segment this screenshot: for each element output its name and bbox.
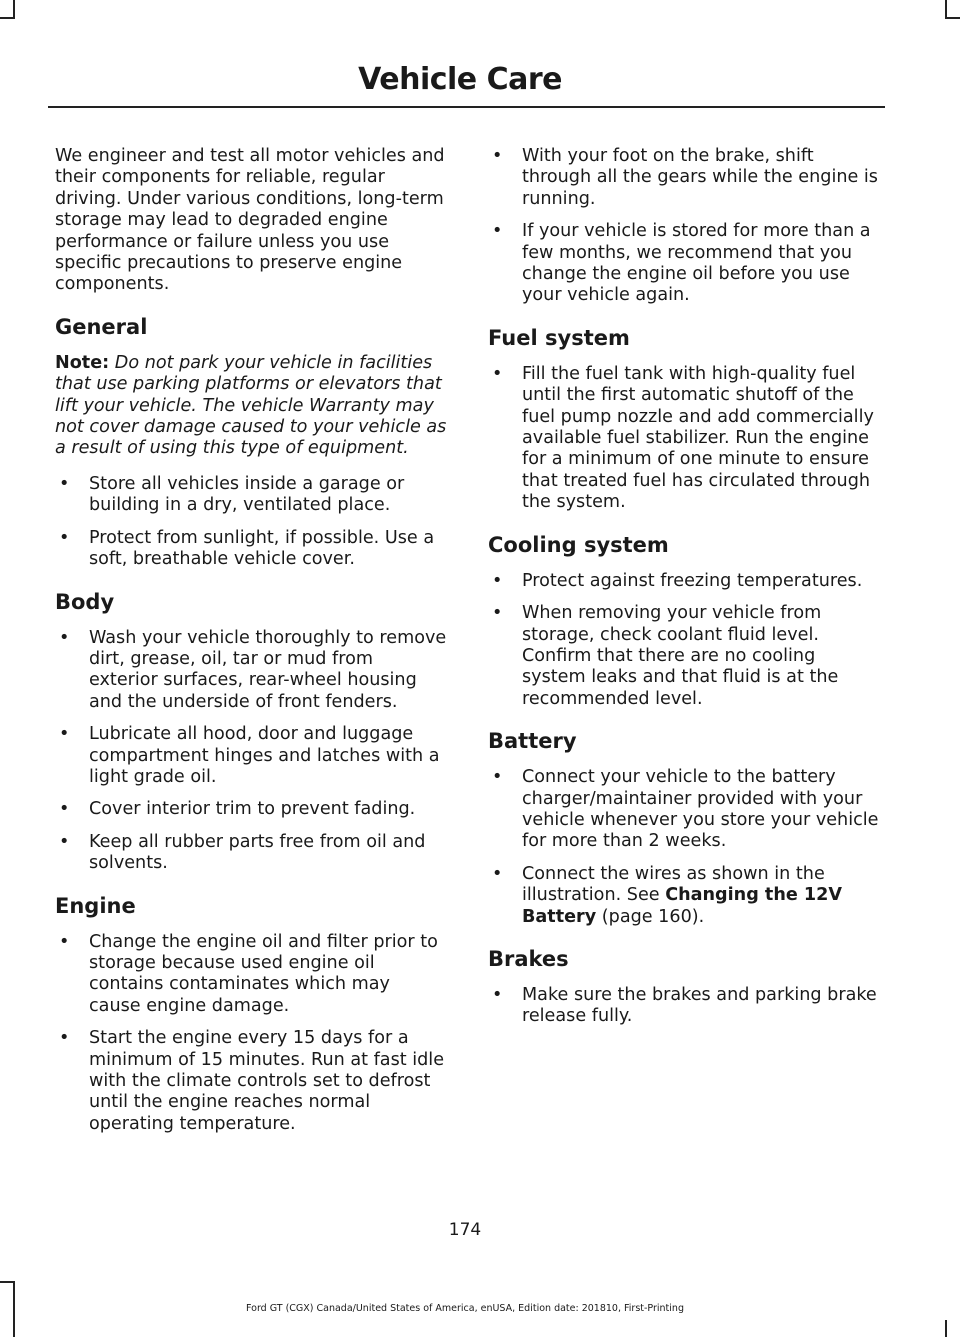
page-reference: (page 160). (601, 906, 705, 927)
crop-mark (0, 1281, 15, 1283)
list-item: • When removing your vehicle from storage, check coolant fluid level. Confirm that there are no cooling system leaks and that fluid is at the recommended level. (488, 603, 880, 710)
cooling-list (488, 571, 880, 710)
general-list (55, 474, 447, 571)
footer-text: Ford GT (CGX) Canada/United States of America, enUSA, Edition date: 201810, First-Printing (246, 1303, 684, 1314)
section-heading-brakes: Brakes (488, 946, 569, 971)
section-heading-general: General (55, 314, 148, 339)
brakes-list (488, 985, 880, 1028)
list-item: • Connect your vehicle to the battery charger/maintainer provided with your vehicle whenever you store your vehicle for more than 2 weeks. (488, 767, 880, 853)
page-title: Vehicle Care (358, 62, 562, 97)
section-heading-fuel-system: Fuel system (488, 325, 630, 350)
list-item: • Store all vehicles inside a garage or building in a dry, ventilated place. (55, 474, 447, 517)
note-label: Note: (55, 352, 110, 373)
list-item: • Wash your vehicle thoroughly to remove dirt, grease, oil, tar or mud from exterior surfaces, rear-wheel housing and the underside of front fenders. (55, 628, 447, 714)
fuel-list (488, 364, 880, 514)
section-heading-battery: Battery (488, 729, 577, 754)
list-item: • Lubricate all hood, door and luggage compartment hinges and latches with a light grade oil. (55, 724, 447, 788)
crop-mark (945, 17, 960, 19)
list-item: • Change the engine oil and filter prior to storage because used engine oil contains contaminates which may cause engine damage. (55, 932, 447, 1018)
header-divider (48, 106, 885, 108)
crop-mark (945, 0, 947, 18)
crop-mark (945, 1320, 947, 1337)
battery-list (488, 767, 880, 928)
list-item: • If your vehicle is stored for more than a few months, we recommend that you change the engine oil before you use your vehicle again. (488, 221, 880, 307)
right-column (488, 146, 880, 1046)
engine-list-part1 (55, 932, 447, 1136)
intro-paragraph: We engineer and test all motor vehicles and their components for reliable, regular driving. Under various conditions, long-term storage may lead to degraded engine performance or failure unless you use specific precautions to preserve engine components. (55, 146, 445, 295)
list-item: • Keep all rubber parts free from oil and solvents. (55, 832, 447, 875)
list-item: • Protect from sunlight, if possible. Use a soft, breathable vehicle cover. (55, 528, 447, 571)
section-heading-body: Body (55, 589, 115, 614)
list-item: • Start the engine every 15 days for a minimum of 15 minutes. Run at fast idle with the climate controls set to defrost until the engine reaches normal operating temperature. (55, 1028, 447, 1135)
crop-mark (0, 17, 15, 19)
list-item: • Cover interior trim to prevent fading. (55, 799, 447, 820)
section-heading-cooling-system: Cooling system (488, 532, 669, 557)
note-text: Do not park your vehicle in facilities that use parking platforms or elevators that lift your vehicle. The vehicle Warranty may not cover damage caused to your vehicle as a result of using this type of equipment. (55, 352, 447, 459)
page-number: 174 (448, 1220, 482, 1240)
list-item: • Protect against freezing temperatures. (488, 571, 880, 592)
engine-list-part2 (488, 146, 880, 307)
list-item-text: Connect the wires as shown in the illustration. See (522, 863, 825, 906)
body-list (55, 628, 447, 875)
crop-mark (13, 0, 15, 18)
list-item: • Make sure the brakes and parking brake release fully. (488, 985, 880, 1028)
list-item: • Fill the fuel tank with high-quality fuel until the first automatic shutoff of the fuel pump nozzle and add commercially available fuel stabilizer. Run the engine for a minimum of one minute to ensure that treated fuel has circulated through the system. (488, 364, 880, 514)
note (55, 353, 447, 460)
left-column (55, 146, 447, 1153)
list-item: • With your foot on the brake, shift through all the gears while the engine is running. (488, 146, 880, 210)
list-item (488, 864, 880, 928)
section-heading-engine: Engine (55, 893, 136, 918)
cross-reference-link[interactable]: Changing the 12V Battery (522, 885, 842, 927)
